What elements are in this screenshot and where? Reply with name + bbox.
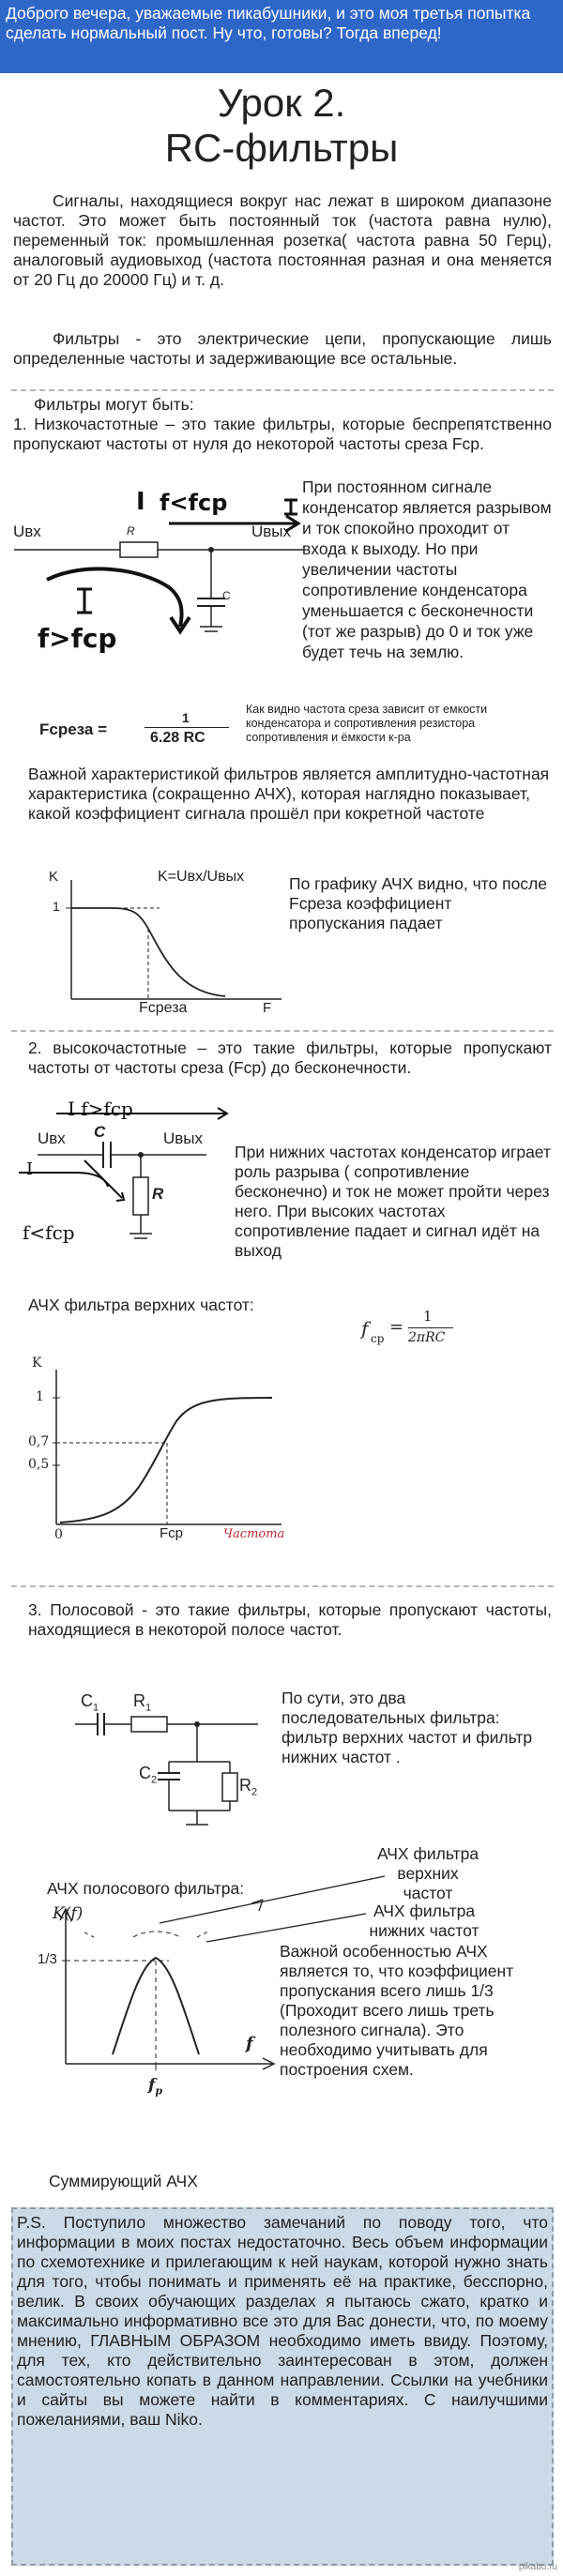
hp-tick-1: 1 — [36, 1389, 44, 1404]
lp-fcut-label: Fсреза — [139, 1000, 188, 1016]
lp-hw-I: I — [136, 488, 145, 516]
bandpass-note: Важной особенностью АЧХ является то, что коэффициент пропускания всего лишь 1/3 (Проходит всего лишь треть полезного сигнала). Это необходимо учитывать для построения схем. — [280, 1942, 514, 2079]
resistor-r — [120, 542, 158, 557]
hp-formula-bar — [408, 1327, 453, 1328]
divider — [11, 389, 554, 391]
lp-hw-f-less: f<fcp — [160, 490, 228, 516]
lowpass-graph-text: По графику АЧХ видно, что после Fсреза коэффициент пропускания падает — [289, 874, 548, 932]
bandpass-sum-label: Суммирующий АЧХ — [49, 2172, 198, 2190]
hp-formula-f: f — [361, 1317, 369, 1340]
divider — [11, 1585, 554, 1587]
highpass-side-text: При нижних частотах конденсатор играет роль разрыва ( сопротивление бесконечно) и ток не может пройти через него. При высоких частотах сопротивление падает и сигнал идёт на выход — [235, 1143, 551, 1260]
hp-tick-0: 0 — [54, 1527, 63, 1542]
divider — [11, 1030, 554, 1032]
resistor-r — [133, 1177, 148, 1215]
bp-c1-sub: 1 — [93, 1702, 99, 1714]
highpass-afc-chart — [28, 1360, 291, 1538]
footer-watermark: pikabu.ru — [518, 2562, 557, 2572]
hp-formula — [361, 1308, 464, 1355]
bandpass-label-upper: АЧХ фильтра верхних частот — [376, 1844, 479, 1902]
lp-hw-f-greater: f>fcp — [38, 623, 117, 654]
highpass-afc-title: АЧХ фильтра верхних частот: — [28, 1296, 254, 1314]
page-title — [0, 81, 563, 171]
hp-hw-bottom: f<fcp — [23, 1221, 75, 1244]
bp-k-label: K(f) — [53, 1904, 84, 1923]
lp-formula-k: K=Uвх/Uвых — [158, 869, 245, 885]
title-line-2: RC-фильтры — [164, 126, 399, 170]
bandpass-afc-title: АЧХ полосового фильтра: — [47, 1879, 245, 1898]
formula-den: 6.28 RC — [150, 730, 205, 746]
hp-formula-sub: ср — [371, 1332, 385, 1345]
lowpass-afc-text: Важной характеристикой фильтров является амплитудно-частотная характеристика (сокращенно АЧХ), которая наглядно показывает, какой коэффициент сигнала прошёл при кокретной частоте — [28, 765, 550, 823]
bandpass-side-text: По сути, это два последовательных фильтра: фильтр верхних частот и фильтр нижних частот . — [282, 1689, 533, 1766]
bp-fp-sub: p — [155, 2084, 163, 2098]
hp-formula-num: 1 — [423, 1308, 433, 1325]
bp-r1-sub: 1 — [145, 1702, 152, 1714]
bp-third-label: 1/3 — [38, 1951, 57, 1967]
highpass-item: 2. высокочастотные – это такие фильтры, которые пропускают частоты от частоты среза (Fср) до бесконечности. — [28, 1038, 552, 1077]
hp-c-label: C — [94, 1123, 106, 1141]
hp-tick-07: 0,7 — [28, 1434, 50, 1449]
hp-afc-curve — [60, 1398, 272, 1523]
bandpass-label-lower: АЧХ фильтра нижних частот — [369, 1902, 479, 1940]
lp-one-label: 1 — [53, 899, 60, 914]
lp-c-label: C — [222, 589, 231, 602]
bp-c2-sub: 2 — [151, 1774, 158, 1786]
resistor-r1 — [131, 1717, 167, 1732]
bp-c1-text: C — [81, 1691, 93, 1710]
bp-c2-label — [139, 1764, 157, 1786]
hp-r-label: R — [152, 1185, 164, 1203]
lp-formula-note: Как видно частота среза зависит от емкости конденсатора и сопротивления резистора сопротивления и ёмкости к-ра — [246, 703, 488, 744]
hp-hw-top: I f>fcp — [68, 1098, 133, 1120]
bp-r2-text: R — [239, 1776, 251, 1795]
bp-fp-text: f — [148, 2076, 156, 2095]
hp-freq-label: Частота — [223, 1527, 285, 1541]
hp-formula-den: 2πRC — [408, 1330, 446, 1345]
lp-f-label: F — [263, 1000, 272, 1016]
bp-r1-text: R — [133, 1691, 145, 1710]
lowpass-heading: Фильтры могут быть: — [34, 395, 194, 414]
resistor-r2 — [222, 1773, 237, 1801]
bp-r1-label — [133, 1691, 151, 1714]
hp-fcp-label: Fср — [160, 1525, 184, 1541]
formula-lhs: Fсреза = — [39, 720, 108, 738]
hp-formula-eq: = — [389, 1317, 404, 1337]
intro-text: Доброго вечера, уважаемые пикабушники, и это моя третья попытка сделать нормальный пост. Ну что, готовы? Тогда вперед! — [6, 4, 531, 42]
hp-uout-label: Uвых — [163, 1129, 204, 1147]
lp-uin-label: Uвх — [13, 523, 41, 540]
lp-k-label: K — [49, 869, 59, 885]
lowpass-side-text: При постоянном сигнале конденсатор является разрывом и ток спокойно проходит от входа к выходу. Но при увеличении частоты сопротивление конденсатора уменьшается с бесконечности (тот же разрыв) до 0 и ток уже будет течь на землю. — [302, 477, 552, 661]
lp-r-label: R — [127, 524, 135, 538]
bp-c2-text: C — [139, 1764, 151, 1782]
paragraph-signals: Сигналы, находящиеся вокруг нас лежат в широком диапазоне частот. Это может быть постоянный ток (частота равна нулю), переменный ток: промышленная розетка( частота равна 50 Герц), аналоговый аудиовыход (частота постоянная разная и она меняется от 20 Гц до 20000 Гц) и т. д. — [13, 191, 552, 289]
bp-r2-sub: 2 — [251, 1786, 258, 1798]
hp-uin-label: Uвх — [38, 1129, 66, 1147]
lp-uout-label: Uвых — [251, 523, 292, 540]
formula-num: 1 — [182, 710, 190, 725]
ps-text: P.S. Поступило множество замечаний по поводу того, что информации в моих постах недостаточно. Весь объем информации по схемотехнике и прилегающим к ней наукам, которой нужно знать для того, чтобы понимать и применять её на практике, бесспорно, велик. В своих обучающих разделах я пытаюсь сжато, кратко и максимально информативно все это для Вас донести, что, по моему мнению, ГЛАВНЫМ ОБРАЗОМ необходимо иметь ввиду. Поэтому, для тех, кто действительно заинтересован в этом, должен самостоятельно копать в данном направлении. Ссылки на учебники и сайты вы можете найти в комментариях. С наилучшими пожеланиями, ваш Niko. — [17, 2213, 548, 2429]
bp-r2-label — [239, 1776, 257, 1798]
hp-hw-I: I — [26, 1159, 34, 1179]
lowpass-afc-chart — [38, 872, 291, 1013]
hp-k-label: K — [32, 1356, 42, 1371]
bp-f-label: f — [246, 2034, 253, 2053]
bp-fp-label — [148, 2076, 162, 2097]
formula-bar — [145, 727, 229, 728]
title-line-1: Урок 2. — [217, 81, 346, 125]
bp-c1-label — [81, 1691, 99, 1714]
hp-tick-05: 0,5 — [28, 1457, 50, 1472]
ps-box — [11, 2207, 554, 2566]
lowpass-item: 1. Низкочастотные – это такие фильтры, которые беспрепятственно пропускают частоты от нуля до некоторой частоты среза Fср. — [13, 415, 552, 453]
paragraph-filters: Фильтры - это электрические цепи, пропускающие лишь определенные частоты и задерживающие все остальные. — [13, 329, 552, 368]
intro-banner — [0, 0, 563, 73]
bandpass-item: 3. Полосовой - это такие фильтры, которые пропускают частоты, находящиеся в некоторой полосе частот. — [28, 1600, 552, 1639]
